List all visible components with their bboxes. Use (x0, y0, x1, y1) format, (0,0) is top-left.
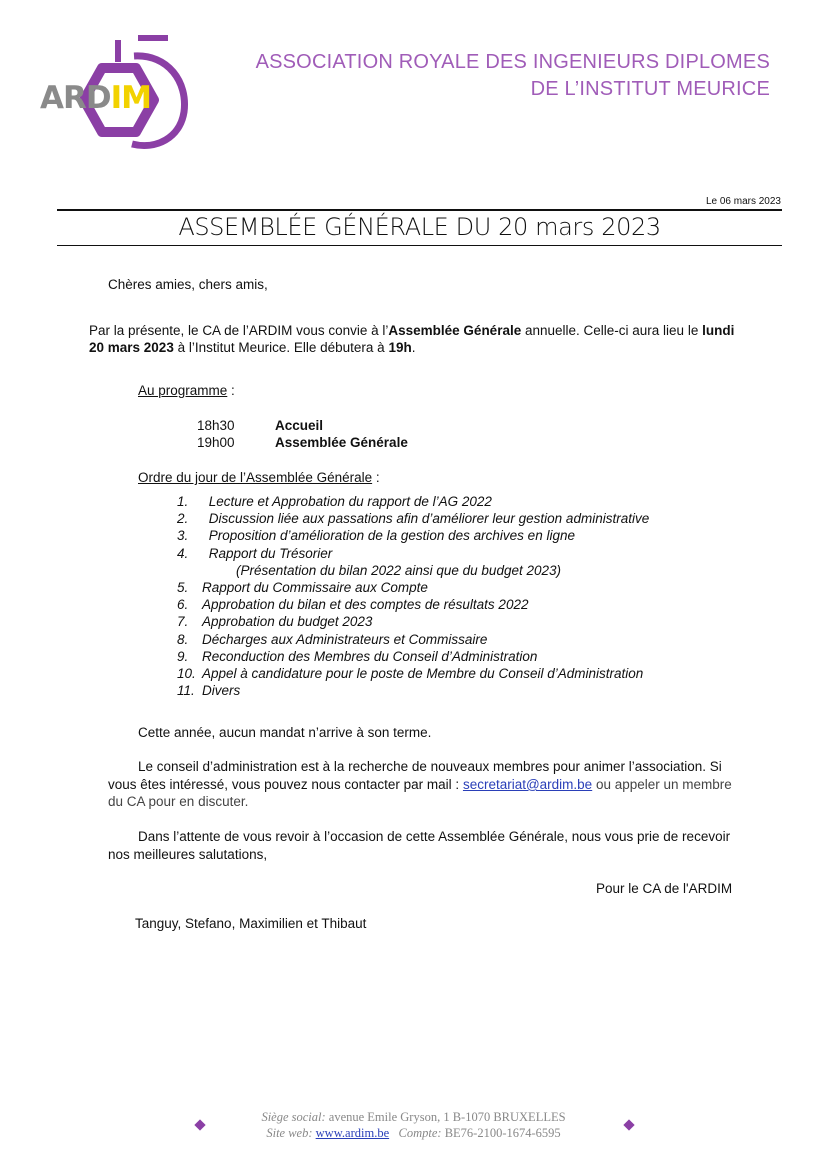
agenda-item: 10. Appel à candidature pour le poste de Membre du Conseil d’Administration (177, 666, 644, 682)
agenda-item: 11. Divers (177, 683, 241, 699)
agenda-item: 7. Approbation du budget 2023 (177, 614, 373, 630)
title-top-rule (57, 209, 782, 211)
agenda-item: 2. Discussion liée aux passations afin d’améliorer leur gestion administrative (177, 511, 650, 527)
sign-for: Pour le CA de l'ARDIM (596, 881, 733, 896)
mandate-note: Cette année, aucun mandat n’arrive à son terme. (138, 725, 432, 740)
agenda-item: 1. Lecture et Approbation du rapport de l’AG 2022 (177, 494, 492, 509)
agenda-heading: Ordre du jour de l’Assemblée Générale : (138, 470, 380, 485)
footer-address: Siège social: avenue Emile Gryson, 1 B-1070 BRUXELLES (261, 1110, 566, 1124)
recruit-line3: du CA pour en discuter. (108, 794, 249, 809)
agenda-item: 4. Rapport du Trésorier (177, 545, 333, 561)
agenda-item: 8. Décharges aux Administrateurs et Commissaire (177, 631, 488, 647)
association-name-line2: DE L’INSTITUT MEURICE (530, 78, 770, 100)
closing-line2: nos meilleures salutations, (108, 847, 268, 862)
intro-line1: Par la présente, le CA de l’ARDIM vous convie à l’Assemblée Générale annuelle. Celle-ci aura lieu le lundi (89, 323, 735, 338)
association-name-line1: ASSOCIATION ROYALE DES INGENIEURS DIPLOMES (255, 51, 770, 73)
agenda-item: 9. Reconduction des Membres du Conseil d’Administration (177, 648, 538, 664)
intro-line2: 20 mars 2023 à l’Institut Meurice. Elle débutera à 19h. (89, 340, 416, 355)
signatories: Tanguy, Stefano, Maximilien et Thibaut (135, 916, 367, 931)
agenda-item: 3. Proposition d’amélioration de la gestion des archives en ligne (177, 528, 575, 544)
letter-date: Le 06 mars 2023 (705, 196, 781, 207)
programme-item: 19h00 Assemblée Générale (197, 435, 408, 450)
page-title: ASSEMBLÉE GÉNÉRALE DU 20 mars 2023 (178, 213, 661, 241)
agenda-list (177, 493, 649, 699)
agenda-item-subnote: (Présentation du bilan 2022 ainsi que du budget 2023) (236, 562, 561, 578)
agenda-item: 6. Approbation du bilan et des comptes de résultats 2022 (177, 597, 529, 613)
title-bottom-rule (57, 245, 782, 246)
closing-line1: Dans l’attente de vous revoir à l’occasion de cette Assemblée Générale, nous vous prie de recevoir (138, 829, 731, 844)
footer-contact: Site web: www.ardim.be Compte: BE76-2100-1674-6595 (266, 1126, 561, 1140)
recruit-line2: vous êtes intéressé, vous pouvez nous contacter par mail : secretariat@ardim.be ou appeler un membre (108, 777, 732, 792)
agenda-item: 5. Rapport du Commissaire aux Compte (177, 580, 428, 596)
logo-text: ARDIM (40, 80, 151, 116)
ardim-logo (38, 34, 190, 152)
email-link[interactable]: secretariat@ardim.be (462, 777, 593, 792)
recruit-line1: Le conseil d’administration est à la recherche de nouveaux membres pour animer l’association. Si (138, 759, 722, 774)
website-link[interactable]: www.ardim.be (315, 1126, 390, 1140)
greeting: Chères amies, chers amis, (108, 277, 268, 292)
programme-item: 18h30 Accueil (197, 418, 324, 433)
programme-heading: Au programme : (138, 383, 235, 398)
